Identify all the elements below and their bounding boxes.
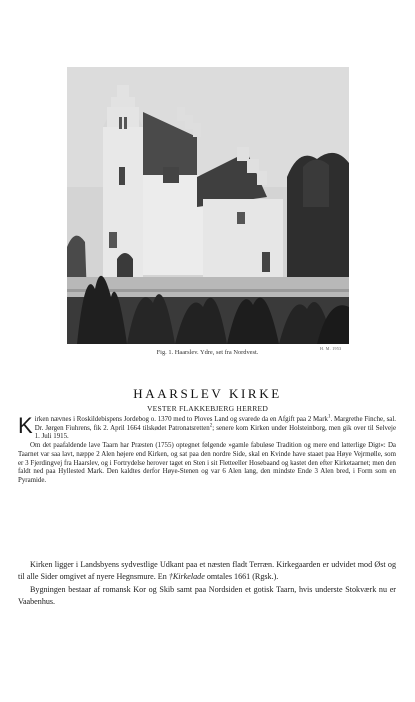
body-p1-emphasis: †Kirkelade [168, 572, 205, 582]
page-title: HAARSLEV KIRKE [133, 386, 282, 401]
page-subtitle: VESTER FLAKKEBJERG HERRED [146, 404, 269, 413]
body-text [18, 559, 396, 609]
body-p1-part-b: omtales 1661 (Rgsk.). [204, 572, 279, 582]
figure-caption: Fig. 1. Haarslev. Ydre, set fra Nordvest. [156, 349, 259, 356]
body-paragraph-2: Bygningen bestaar af romansk Kor og Skib samt paa Nordsiden et gotisk Taarn, hvis underste Stokværk nu er Vaabenhus. [18, 584, 396, 607]
drop-cap: K [18, 413, 33, 438]
footnote-ref-1: 1 [327, 414, 331, 420]
body-paragraph-1 [18, 559, 396, 584]
intro-p1-part-a: irken nævnes i Roskildebispens Jordebog o. 1370 med to Ploves Land og svarede da en Afgift paa 2 Mark [34, 416, 328, 423]
church-illustration [67, 67, 349, 344]
intro-paragraph-2: Om det paafaldende lave Taarn har Præsten (1755) optegnet følgende »gamle fabuløse Tradition og mere end latterlige Digt«: Da Taarnet var saa lavt, næppe 2 Alen højere end Kirken, og sat paa den nordre Side, skal en Kvinde have staaet paa Høye Vejrmølle, som er 3 Fjerdingvej fra Haarslev, og i Fortrydelse herover taget en Sten i sit Fletteeller Hosebaand og kastet den efter Kirketaarnet; men den faldt ned paa Hyllested Mark. Den kaldtes derfor Høye-Stenen og var 6 Alen lang, den mindste Ende 3 Alen bred, i Form som en Pyramide. [18, 442, 396, 484]
intro-text [18, 413, 397, 486]
body-p1-part-a: Kirken ligger i Landsbyens sydvestlige Udkant paa et næsten fladt Terræn. Kirkegaarden er udvidet mod Øst og til alle Sider omgivet af nyere Hegnsmure. En [18, 560, 396, 582]
intro-p1-part-b: . Margrethe Finche, sal. Dr. Jørgen Fiuhrens, fik 2. April 1664 tilskødet Patronatsretten [34, 416, 396, 432]
footnote-ref-2: 2 [209, 423, 213, 429]
church-photograph [67, 67, 349, 344]
photo-credit: H. M. 1953 [320, 346, 342, 351]
intro-paragraph-1 [18, 413, 397, 442]
intro-p1-part-c: ; senere kom Kirken under Holsteinborg, men gik over til Selveje 1. Juli 1915. [34, 424, 397, 441]
